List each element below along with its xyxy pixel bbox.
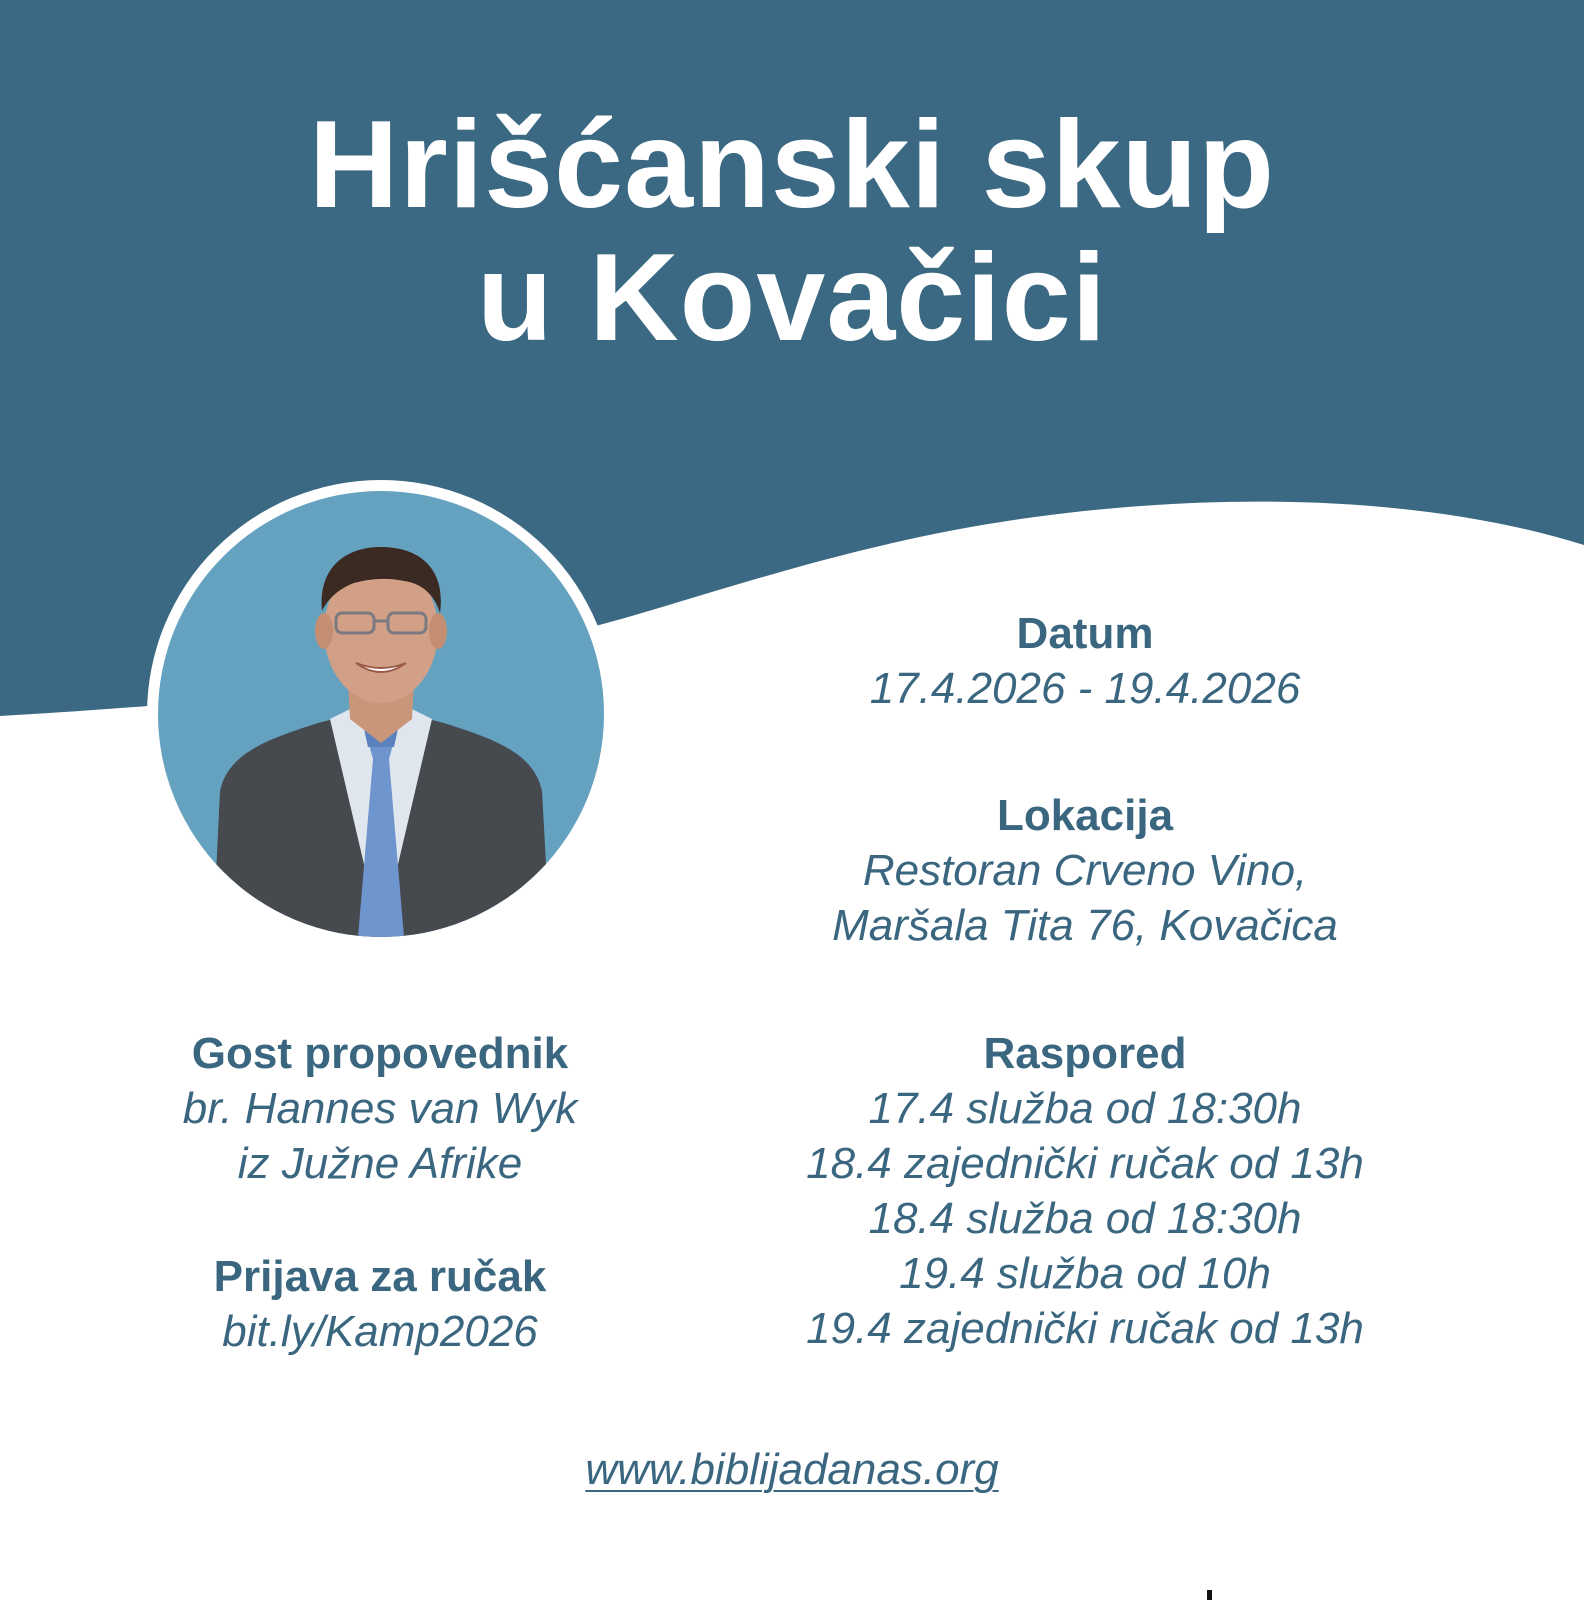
speaker-photo-icon (158, 491, 604, 937)
schedule-item: 17.4 služba od 18:30h (868, 1084, 1302, 1133)
date-value: 17.4.2026 - 19.4.2026 (869, 664, 1301, 713)
schedule-item: 19.4 zajednički ručak od 13h (806, 1304, 1364, 1353)
date-label: Datum (1016, 609, 1154, 658)
guest-preacher-name: br. Hannes van Wyk (182, 1084, 578, 1133)
lunch-signup-link[interactable]: bit.ly/Kamp2026 (222, 1307, 538, 1356)
guest-preacher-origin: iz Južne Afrike (237, 1139, 523, 1188)
guest-preacher-label: Gost propovednik (191, 1029, 569, 1078)
event-title-line-2: u Kovačici (476, 229, 1108, 367)
speaker-photo (158, 491, 604, 937)
guest-preacher-section (130, 1027, 630, 1191)
lunch-signup-label: Prijava za ručak (213, 1252, 547, 1301)
location-section (785, 789, 1385, 953)
schedule-section (745, 1027, 1425, 1356)
schedule-label: Raspored (983, 1029, 1187, 1078)
event-title-line-1: Hrišćanski skup (308, 96, 1276, 234)
location-label: Lokacija (996, 791, 1174, 840)
schedule-item: 18.4 zajednički ručak od 13h (806, 1139, 1364, 1188)
location-line: Restoran Crveno Vino, (862, 846, 1308, 895)
lunch-signup-section (130, 1250, 630, 1359)
schedule-item: 19.4 služba od 10h (899, 1249, 1271, 1298)
location-line: Maršala Tita 76, Kovačica (832, 901, 1338, 950)
website-link[interactable]: www.biblijadanas.org (585, 1445, 999, 1494)
schedule-item: 18.4 služba od 18:30h (868, 1194, 1302, 1243)
speaker-photo-frame (147, 480, 615, 948)
date-section (785, 607, 1385, 716)
edge-mark (1207, 1590, 1212, 1600)
